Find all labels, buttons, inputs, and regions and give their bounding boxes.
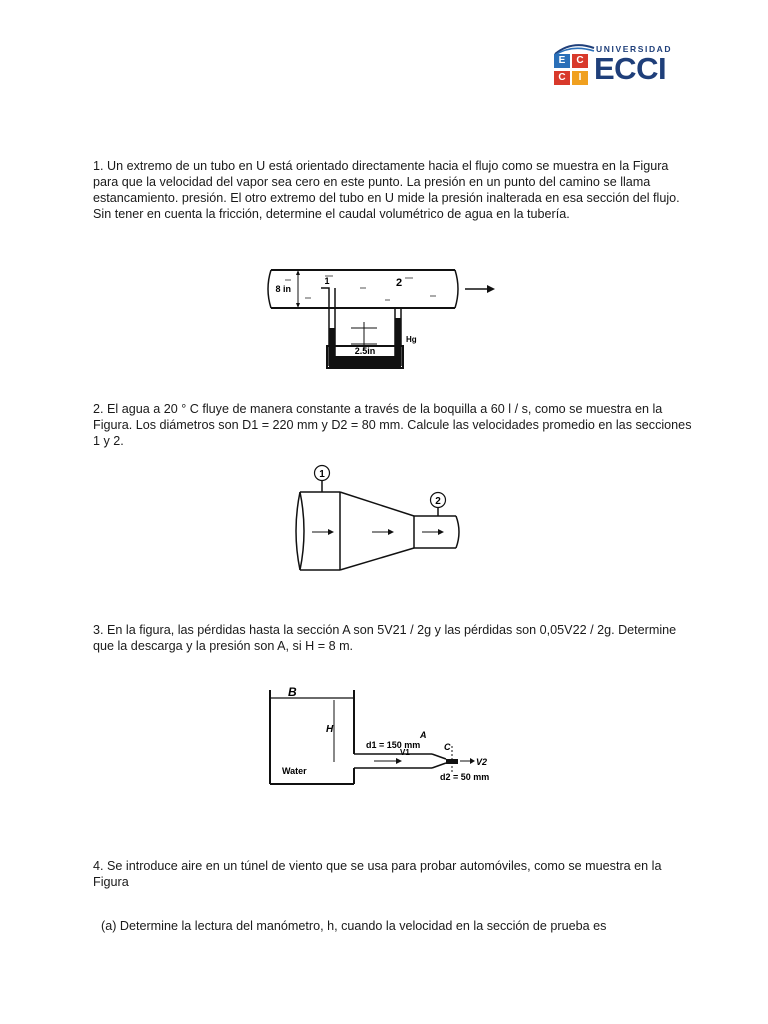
p3-d2-label: d2 = 50 mm	[440, 772, 490, 782]
p3-tank-label: B	[288, 685, 297, 699]
problem-3-figure	[262, 682, 502, 792]
p3-d1-label: d1 = 150 mm	[366, 740, 421, 750]
p1-gap-label: 2.5in	[354, 346, 376, 356]
problem-4-text: 4. Se introduce aire en un túnel de viento que se usa para probar automóviles, como se muestra en la Figura	[93, 859, 662, 889]
logo-university-text: UNIVERSIDAD	[596, 44, 673, 54]
p3-fluid-label: Water	[282, 766, 307, 776]
p3-v2-label: V2	[476, 757, 488, 767]
p1-point1-label: 1	[324, 276, 330, 286]
university-logo	[552, 42, 676, 90]
p1-point2-label: 2	[395, 277, 403, 289]
p3-v1-label: V1	[400, 748, 410, 757]
problem-2-figure	[292, 462, 472, 577]
problem-1-figure	[265, 258, 500, 373]
p2-gauge1-label: 1	[319, 469, 325, 480]
problem-1-text: 1. Un extremo de un tubo en U está orientado directamente hacia el flujo como se muestra en la Figura para que la velocidad del vapor sea cero en este punto. La presión en un punto del camino se llama estancamiento. presión. El otro extremo del tubo en U mide la presión inalterada en esa sección del flujo. Sin tener en cuenta la fricción, determine el caudal volumétrico de agua en la tubería.	[93, 159, 680, 221]
p3-sectionA-label: A	[420, 730, 427, 740]
p3-head-label: H	[326, 724, 334, 735]
p2-gauge2-label: 2	[435, 496, 441, 507]
problem-2-text: 2. El agua a 20 ° C fluye de manera constante a través de la boquilla a 60 l / s, como se muestra en la Figura. Los diámetros son D1 = 220 mm y D2 = 80 mm. Calcule las velocidades promedio en las secciones 1 y 2.	[93, 402, 692, 448]
p1-height-label: 8 in	[275, 284, 291, 294]
logo-tile-i: I	[572, 71, 588, 85]
problem-4a-text: (a) Determine la lectura del manómetro, h, cuando la velocidad en la sección de prueba es	[101, 919, 607, 933]
logo-tile-e: E	[554, 54, 570, 68]
logo-tile-c2: C	[554, 71, 570, 85]
p1-fluid-label: Hg	[406, 335, 417, 344]
problem-3-text: 3. En la figura, las pérdidas hasta la sección A son 5V21 / 2g y las pérdidas son 0,05V22 / 2g. Determine que la descarga y la presión son A, si H = 8 m.	[93, 623, 677, 653]
p3-sectionC-label: C	[444, 742, 451, 752]
logo-ecci-text: ECCI	[594, 51, 667, 86]
logo-tile-c1: C	[572, 54, 588, 68]
